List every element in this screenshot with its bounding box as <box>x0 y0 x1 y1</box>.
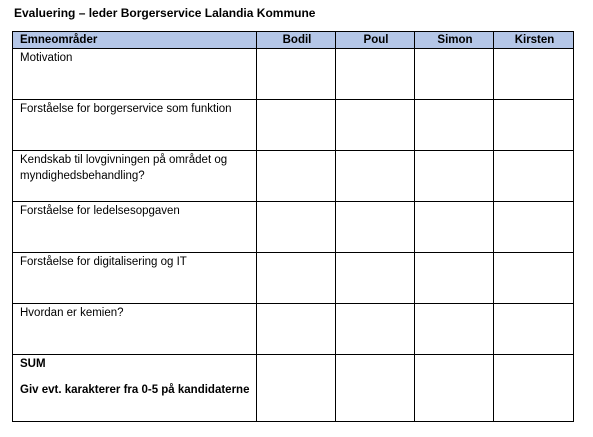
score-cell[interactable] <box>336 151 415 202</box>
score-cell[interactable] <box>494 100 574 151</box>
sum-score-cell[interactable] <box>336 355 415 422</box>
header-row <box>13 32 574 49</box>
score-cell[interactable] <box>257 151 336 202</box>
document-title: Evaluering – leder Borgerservice Lalandia Kommune <box>14 6 316 20</box>
score-cell[interactable] <box>257 49 336 100</box>
score-cell[interactable] <box>257 202 336 253</box>
sum-row <box>13 355 574 422</box>
score-cell[interactable] <box>336 100 415 151</box>
table-row <box>13 304 574 355</box>
score-cell[interactable] <box>257 253 336 304</box>
topic-column-header: Emneområder <box>13 32 257 49</box>
sum-score-cell[interactable] <box>257 355 336 422</box>
table-row <box>13 49 574 100</box>
topic-cell: Kendskab til lovgivningen på området og myndighedsbehandling? <box>13 151 257 202</box>
topic-cell: Forståelse for digitalisering og IT <box>13 253 257 304</box>
score-cell[interactable] <box>415 202 494 253</box>
table-row <box>13 100 574 151</box>
table-row <box>13 151 574 202</box>
candidate-header-poul: Poul <box>336 32 415 49</box>
candidate-header-bodil: Bodil <box>257 32 336 49</box>
table-row <box>13 202 574 253</box>
sum-label: SUM <box>20 358 46 370</box>
grading-note: Giv evt. karakterer fra 0-5 på kandidaterne <box>20 384 250 396</box>
score-cell[interactable] <box>336 304 415 355</box>
candidate-header-simon: Simon <box>415 32 494 49</box>
score-cell[interactable] <box>415 49 494 100</box>
score-cell[interactable] <box>415 151 494 202</box>
candidate-header-kirsten: Kirsten <box>494 32 574 49</box>
table-row <box>13 253 574 304</box>
score-cell[interactable] <box>336 49 415 100</box>
sum-cell <box>13 355 257 422</box>
score-cell[interactable] <box>494 304 574 355</box>
sum-score-cell[interactable] <box>415 355 494 422</box>
score-cell[interactable] <box>415 304 494 355</box>
topic-cell: Forståelse for borgerservice som funktion <box>13 100 257 151</box>
topic-cell: Forståelse for ledelsesopgaven <box>13 202 257 253</box>
score-cell[interactable] <box>336 253 415 304</box>
score-cell[interactable] <box>494 151 574 202</box>
score-cell[interactable] <box>494 202 574 253</box>
score-cell[interactable] <box>257 100 336 151</box>
score-cell[interactable] <box>494 253 574 304</box>
score-cell[interactable] <box>336 202 415 253</box>
score-cell[interactable] <box>494 49 574 100</box>
topic-cell: Motivation <box>13 49 257 100</box>
score-cell[interactable] <box>257 304 336 355</box>
sum-score-cell[interactable] <box>494 355 574 422</box>
score-cell[interactable] <box>415 253 494 304</box>
topic-cell: Hvordan er kemien? <box>13 304 257 355</box>
score-cell[interactable] <box>415 100 494 151</box>
evaluation-table <box>12 31 574 422</box>
